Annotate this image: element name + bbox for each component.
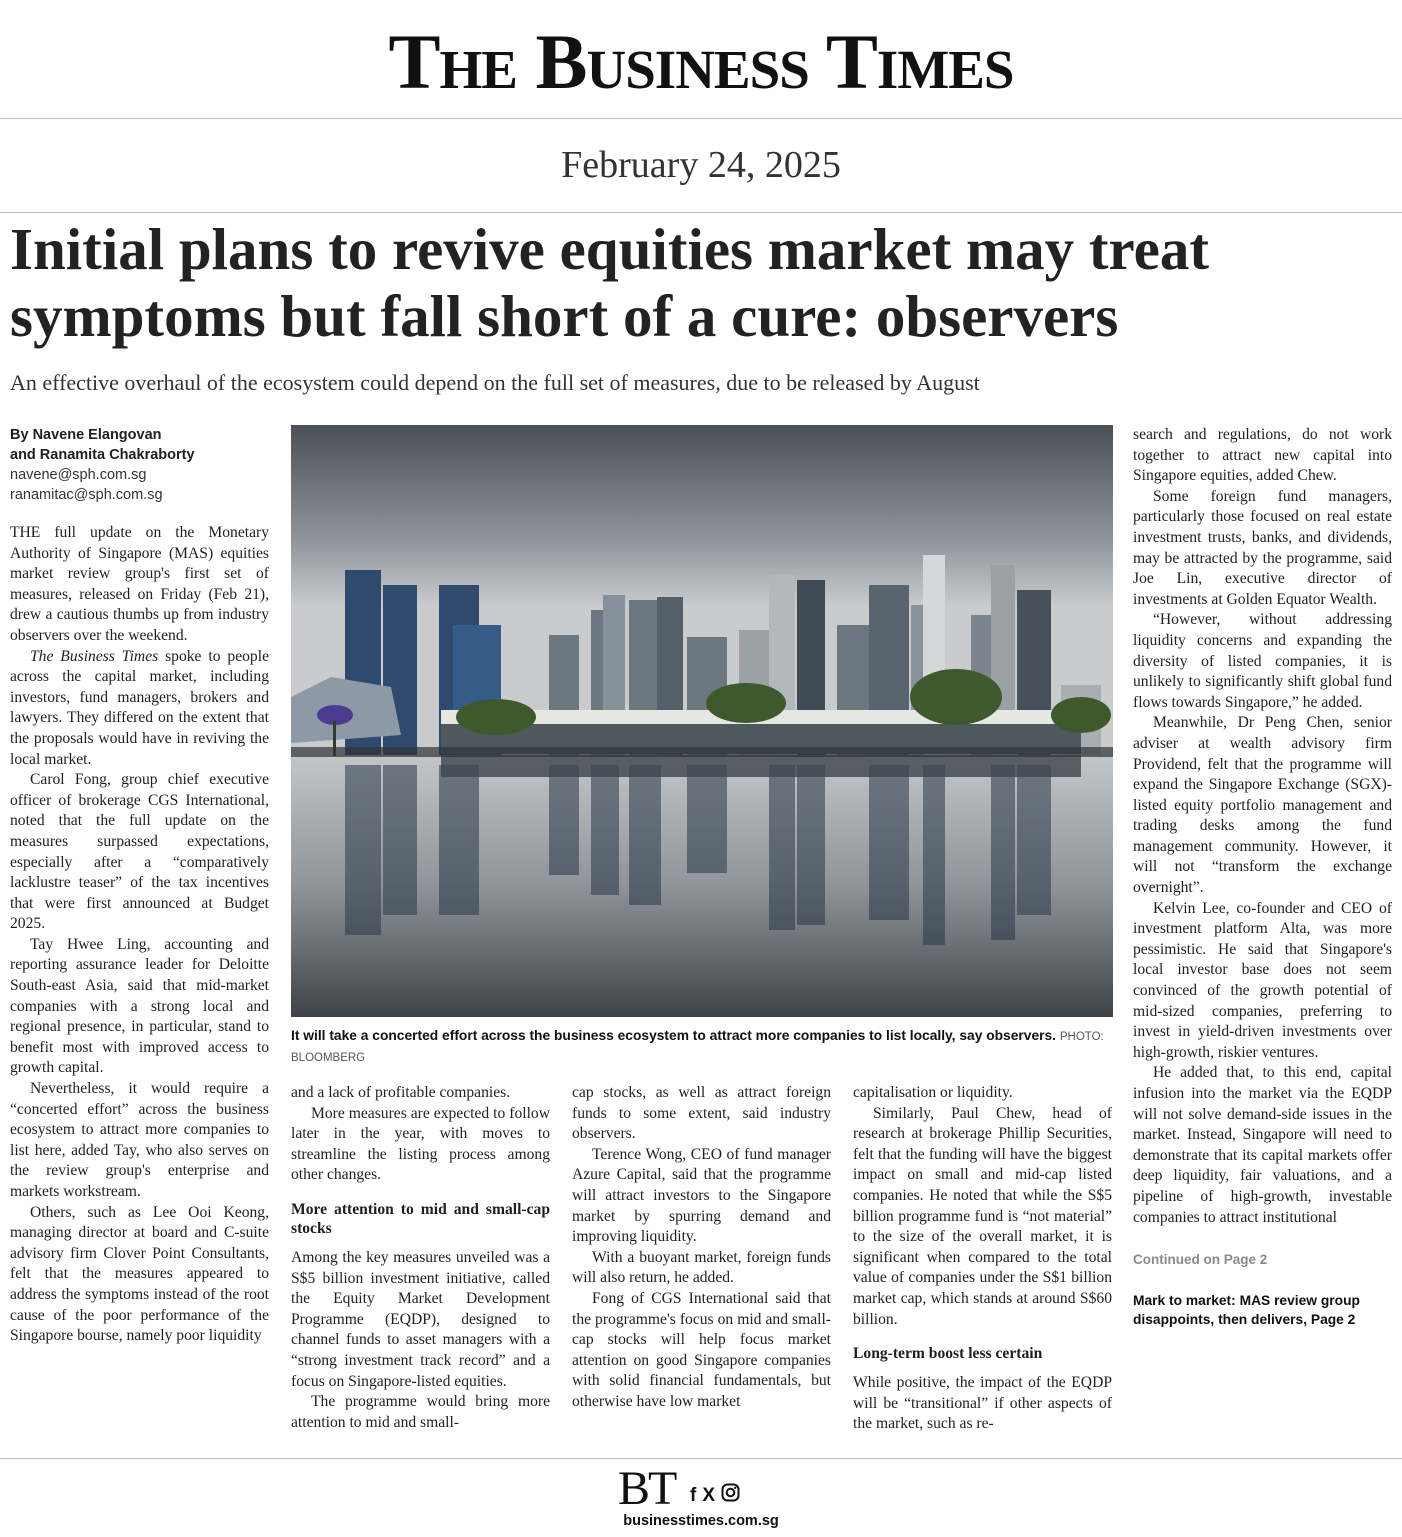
paragraph (10, 647, 269, 771)
paragraph: and a lack of profitable companies. (291, 1084, 511, 1101)
headline-line-1: Initial plans to revive equities market may treat (10, 216, 1209, 282)
paragraph: Kelvin Lee, co-founder and CEO of investment platform Alta, was more pessimistic. He said that Singapore's local investor base does not seem convinced of the growth potential of mid-sized companies, preferring to invest in yield-driven investments over high-growth, riskier ventures. (1133, 899, 1392, 1061)
paragraph: Nevertheless, it would require a “concerted effort” across the business ecosystem to attract more companies to list here, added Tay, who also serves on the review group's enterprise and markets workstream. (10, 1080, 269, 1200)
singapore-skyline-image (291, 425, 1113, 1017)
social-icons (690, 1483, 740, 1508)
paragraph: Terence Wong, CEO of fund manager Azure Capital, said that the programme will attract investors to the Singapore market by spurring demand and improving liquidity. (572, 1145, 831, 1246)
paragraph: Meanwhile, Dr Peng Chen, senior adviser at wealth advisory firm Providend, felt that the programme will expand the Singapore Exchange (SGX)-listed equity portfolio management and trading desks among the fund management community. However, it will not “transform the exchange overnight”. (1133, 714, 1392, 897)
masthead (0, 0, 1402, 119)
article-column-4 (853, 1083, 1112, 1435)
instagram-icon[interactable] (721, 1483, 740, 1508)
paragraph: More measures are expected to follow later in the year, with moves to streamline the listing process among other changes. (291, 1104, 550, 1184)
byline-authors-2: and Ranamita Chakraborty (10, 447, 195, 463)
facebook-icon[interactable]: f (690, 1484, 697, 1506)
paragraph: Fong of CGS International said that the programme's focus on mid and small-cap stocks will help focus market attention on good Singapore companies with solid financial fundamentals, but otherwise have low market (572, 1289, 831, 1410)
paragraph: THE full update on the Monetary Authority of Singapore (MAS) equities market review group's first set of measures, released on Friday (Feb 21), drew a cautious thumbs up from industry observers over the weekend. (10, 524, 269, 644)
paragraph: “However, without addressing liquidity concerns and expanding the diversity of listed companies, it is unlikely to significantly shift global fund flows towards Singapore,” he added. (1133, 611, 1392, 711)
paragraph: The programme would bring more attention to mid and small- (291, 1393, 550, 1431)
paragraph: Similarly, Paul Chew, head of research at brokerage Phillip Securities, felt that the funding will have the biggest impact on small and mid-cap listed companies. He noted that while the S$5 billion programme fund is “not material” to the size of the overall market, it is significant when compared to the total value of companies under the S$1 billion market cap, which stands at around S$60 billion. (853, 1104, 1112, 1328)
photo-credit: PHOTO: BLOOMBERG (291, 1031, 1104, 1064)
masthead-title: The Business Times (388, 18, 1014, 105)
subheading: More attention to mid and small-cap stocks (291, 1200, 550, 1237)
paragraph: He added that, to this end, capital infusion into the market via the EQDP will not solve demand-side issues in the market. Instead, Singapore will need to demonstrate that its capital markets offer deep liquidity, fair valuations, and a pipeline of high-growth, investable companies to attract institutional (1133, 1064, 1392, 1226)
byline (10, 425, 269, 505)
standfirst: An effective overhaul of the ecosystem could depend on the full set of measures, due to be released by August (10, 370, 980, 395)
article-column-2 (291, 1083, 550, 1433)
photo-caption (291, 1026, 1113, 1068)
paragraph-text: spoke to people across the capital market, including investors, fund managers, brokers and lawyers. They differed on the extent that the proposals would have in reviving the local market. (10, 647, 269, 768)
paragraph: capitalisation or liquidity. (853, 1084, 1013, 1101)
website-link[interactable] (0, 1513, 1402, 1529)
paragraph: While positive, the impact of the EQDP will be “transitional” if other aspects of the market, such as re- (853, 1374, 1112, 1433)
headline (10, 216, 1395, 350)
paragraph: Among the key measures unveiled was a S$5 billion investment initiative, called the Equity Market Development Programme (EQDP), designed to channel funds to asset managers with a “strong investment track record” and a focus on Singapore-listed equities. (291, 1248, 550, 1390)
bt-logo: BT (618, 1462, 676, 1515)
publication-date: February 24, 2025 (0, 118, 1402, 213)
cross-reference[interactable]: Mark to market: MAS review group disappoints, then delivers, Page 2 (1133, 1292, 1360, 1327)
article-column-1 (10, 425, 269, 1347)
article-column-3 (572, 1083, 831, 1413)
paragraph: With a buoyant market, foreign funds will also return, he added. (572, 1248, 831, 1287)
article-column-5 (1133, 425, 1392, 1329)
paragraph: Carol Fong, group chief executive officer of brokerage CGS International, noted that the full update on the measures surpassed expectations, especially after a “comparatively lacklustre teaser” of the tax incentives that were first announced at Budget 2025. (10, 771, 269, 933)
article-photo (291, 425, 1113, 1017)
continued-on-page[interactable]: Continued on Page 2 (1133, 1252, 1268, 1268)
publication-name: The Business Times (30, 647, 159, 665)
paragraph: Some foreign fund managers, particularly those focused on real estate investment trusts, banks, and dividends, may be attracted by the programme, said Joe Lin, executive director of investments at Golden Equator Wealth. (1133, 487, 1392, 608)
byline-authors-1: By Navene Elangovan (10, 427, 162, 443)
author-email-2[interactable]: ranamitac@sph.com.sg (10, 487, 163, 503)
website-text: businesstimes.com.sg (623, 1513, 779, 1529)
subheading: Long-term boost less certain (853, 1345, 1043, 1363)
caption-text: It will take a concerted effort across the business ecosystem to attract more companies to list locally, say observers. (291, 1028, 1056, 1043)
x-icon[interactable]: X (702, 1484, 716, 1506)
paragraph: Others, such as Lee Ooi Keong, managing director at board and C-suite advisory firm Clover Point Consultants, felt that the measures appeared to address the symptoms instead of the root cause of the poor performance of the Singapore bourse, namely poor liquidity (10, 1203, 269, 1345)
author-email-1[interactable]: navene@sph.com.sg (10, 467, 147, 483)
paragraph: Tay Hwee Ling, accounting and reporting assurance leader for Deloitte South-east Asia, said that mid-market companies with a strong local and regional presence, in particular, stand to benefit most with improved access to growth capital. (10, 935, 269, 1077)
paragraph: search and regulations, do not work together to attract new capital into Singapore equities, added Chew. (1133, 426, 1392, 485)
paragraph: cap stocks, as well as attract foreign funds to some extent, said industry observers. (572, 1084, 831, 1143)
headline-line-2: symptoms but fall short of a cure: observers (10, 283, 1119, 349)
footer (0, 1458, 1402, 1537)
